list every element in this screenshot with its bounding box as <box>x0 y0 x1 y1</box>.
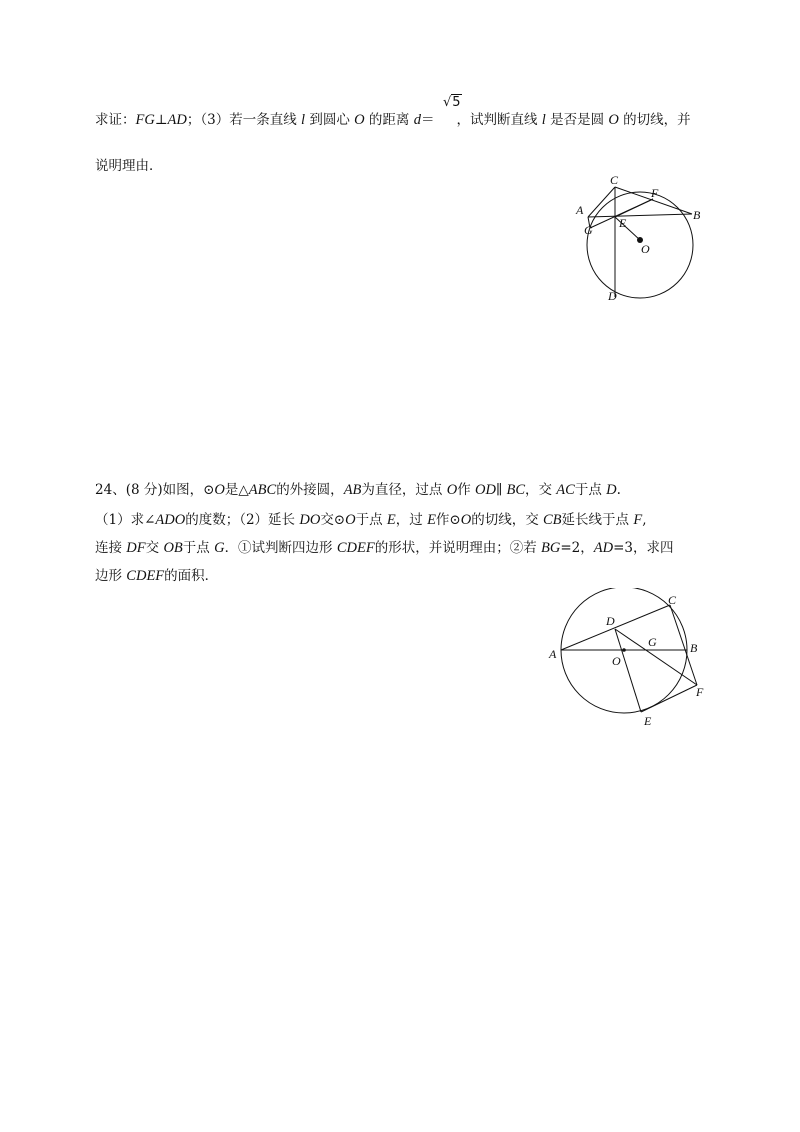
label-b: B <box>693 208 701 222</box>
label-d: D <box>608 289 617 303</box>
label-b: B <box>690 641 698 655</box>
segment-ac <box>588 187 615 217</box>
circle-o <box>587 192 693 298</box>
label-c: C <box>668 593 677 607</box>
q23-line-2: 说明理由． <box>95 158 163 174</box>
segment-ab <box>588 214 692 217</box>
label-e: E <box>644 714 652 728</box>
label-g: G <box>584 223 593 237</box>
label-f: F <box>696 685 704 699</box>
q23-figure <box>570 172 710 312</box>
label-a: A <box>576 203 584 217</box>
segment-ef <box>641 685 697 712</box>
q23-line-1: 求证：FG⊥AD；（3）若一条直线 l 到圆心 O 的距离 d＝ ，试判断直线 l 是否是圆 O 的切线，并 <box>95 112 691 128</box>
segment-de <box>615 629 641 712</box>
q24-line-3: 连接 DF交 OB于点 G．①试判断四边形 CDEF的形状，并说明理由；②若 BG=2，AD=3，求四 <box>95 540 674 556</box>
label-d: D <box>606 614 615 628</box>
label-o: O <box>641 242 650 256</box>
q24-line-1: 24、(8 分)如图，⊙O是△ABC的外接圆，AB为直径，过点 O作 OD∥ BC，交 AC于点 D. <box>95 482 621 498</box>
q24-line-4: 边形 CDEF的面积． <box>95 568 219 584</box>
center-o-dot <box>622 648 626 652</box>
q24-figure <box>540 588 715 733</box>
sqrt-5: √5 <box>443 95 461 110</box>
label-e: E <box>619 216 627 230</box>
label-a: A <box>549 647 557 661</box>
label-o: O <box>612 654 621 668</box>
label-c: C <box>610 173 619 187</box>
label-f: F <box>651 186 659 200</box>
q24-line-2: （1）求∠ADO的度数；（2）延长 DO交⊙O于点 E，过 E作⊙O的切线，交 CB延长线于点 F, <box>95 512 647 528</box>
label-g: G <box>648 635 657 649</box>
